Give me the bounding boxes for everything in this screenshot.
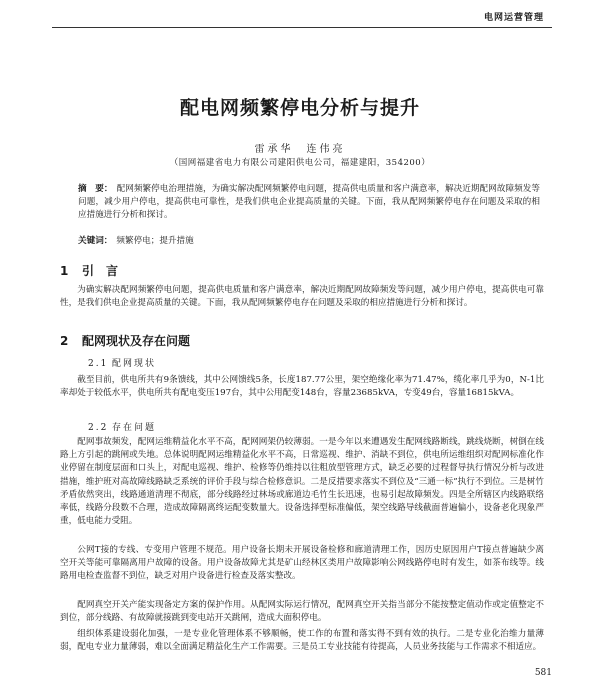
section-title: 配网现状及存在问题 — [82, 334, 191, 348]
running-header: 电网运营管理 — [483, 13, 544, 23]
subsection-number: 2.2 — [88, 423, 109, 433]
page-number: 581 — [534, 668, 552, 678]
section-heading — [60, 262, 118, 279]
abstract-label: 摘 要： — [78, 184, 113, 194]
subsection-title: 存在问题 — [112, 423, 157, 433]
abstract-text: 配网频繁停电治理措施，为确实解决配网频繁停电问题，提高供电质量和客户满意率，解决近期配网故障频发等问题，减少用户停电，提高供电可靠性，是我们供电企业提高质量的关键。下面，我从配网频繁停电存在问题及采取的相应措施进行分析和探讨。 — [78, 184, 540, 220]
paragraph: 为确实解决配网频繁停电问题，提高供电质量和客户满意率，解决近期配网故障频发等问题，减少用户停电，提高供电可靠性，是我们供电企业提高质量的关键。下面，我从配网频繁停电存在问题及采取的相应措施进行分析和探讨。 — [60, 285, 544, 309]
keywords-text: 频繁停电；提升措施 — [116, 236, 194, 246]
keywords — [78, 234, 540, 246]
paragraph: 截至目前，供电所共有9条馈线，其中公网馈线5条，长度187.77公里，架空绝缘化率为71.47%，缆化率几乎为0，N-1比率却处于较低水平，供电所共有配电变压197台，其中公用配变148台，容量23685kVA，专变49台，容量16815kVA。 — [60, 375, 544, 399]
author-names: 雷承华 连伟亮 — [254, 144, 346, 155]
header-rule — [52, 27, 552, 28]
paragraph: 配网事故频发，配网运维精益化水平不高，配网网架仍较薄弱。一是今年以来遭遇发生配网线路断线，跳线烧断，树倒在线路上方引起的跳闸或失地。总体说明配网运维精益化水平不高，日常巡视、维护、消缺不到位，供电所运维组织对配网标准化作业停留在制度层面和口头上，对配电巡视、维护、检修等仍维持以往粗放型管理方式，缺乏必要的过程督导执行情况分析与改进措施，维护班对高故障线路缺乏系统的评价手段与综合检修意识。二是反措要求落实不到位及“三通一标”执行不到位。三是树竹矛盾依然突出，线路通道清理不彻底，部分线路经过林场或廊道边毛竹生长迅速，也易引起故障频发。四是全所辖区内线路联络率低，线路分段数不合理，造成故障隔离终运配变数量大。设备选择型标准偏低，架空线路导线截面普遍偏小，设备老化现象严重，低电能力受阻。 — [60, 437, 544, 527]
keywords-label: 关键词： — [78, 236, 113, 246]
subsection-heading — [88, 420, 156, 433]
section-title: 引 言 — [82, 264, 119, 278]
abstract — [78, 183, 540, 222]
author-affiliation: （国网福建省电力有限公司建阳供电公司，福建建阳，354200） — [169, 158, 431, 168]
section-number: 2 — [60, 334, 69, 348]
paragraph: 公网T接的专线、专变用户管理不规范。用户设备长期未开展设备检修和廊道清理工作，因历史原因用户T接点普遍缺少离空开关等能可靠隔离用户故障的设备。用户设备故障尤其是矿山经林区类用户故障影响公网线路停电时有发生，如茶布线等。线路用电检查监督不到位，缺乏对用户设备进行检查及落实整改。 — [60, 545, 544, 582]
subsection-title: 配网现状 — [112, 359, 157, 369]
subsection-heading — [88, 356, 156, 369]
subsection-number: 2.1 — [88, 359, 109, 369]
paragraph: 组织体系建设弱化加强，一是专业化管理体系不够顺畅，使工作的布置和落实得不到有效的执行。二是专业化治维力量薄弱，配电专业力量薄弱，难以全面满足精益化生产工作需要。三是员工专业技能有待提高，人员业务技能与工作需求不相适应。 — [60, 629, 544, 653]
article-title: 配电网频繁停电分析与提升 — [179, 97, 420, 119]
section-number: 1 — [60, 264, 69, 278]
section-heading — [60, 332, 190, 349]
paragraph: 配网真空开关产能实现备定方案的保护作用。从配网实际运行情况，配网真空开关指当部分不能按整定值动作或定值整定不到位，部分线路、有故障就接跳到变电站开关跳闸，造成大面积停电。 — [60, 600, 544, 624]
